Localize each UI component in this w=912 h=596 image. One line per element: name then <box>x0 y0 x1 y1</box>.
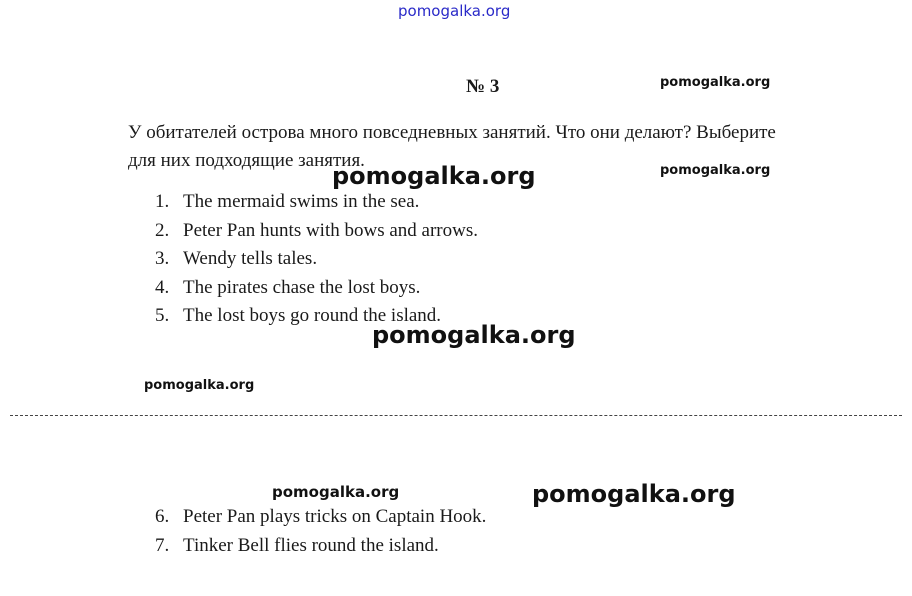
watermark-bottom-right: pomogalka.org <box>532 480 736 508</box>
activity-list-part1 <box>155 188 478 331</box>
list-item <box>155 188 478 217</box>
item-number: 5. <box>155 305 170 326</box>
activity-list-part2 <box>155 503 486 560</box>
item-text: Tinker Bell flies round the island. <box>183 534 439 556</box>
item-text: Wendy tells tales. <box>183 248 318 269</box>
exercise-number: № 3 <box>466 76 500 97</box>
item-number: 1. <box>155 191 170 212</box>
watermark-left: pomogalka.org <box>144 378 255 393</box>
item-number: 4. <box>155 276 170 298</box>
watermark-center-1: pomogalka.org <box>332 162 536 190</box>
item-number: 2. <box>155 219 170 241</box>
item-text: The pirates chase the lost boys. <box>183 276 421 298</box>
watermark-bottom-left: pomogalka.org <box>272 483 400 501</box>
item-text: Peter Pan plays tricks on Captain Hook. <box>183 506 487 527</box>
item-text: The lost boys go round the island. <box>183 305 442 326</box>
list-item <box>155 217 478 246</box>
watermark-right-2: pomogalka.org <box>660 163 771 178</box>
task-text: У обитателей острова много повседневных занятий. Что они делают? Выберите для них подходящие занятия. <box>128 122 776 171</box>
watermark-right-1: pomogalka.org <box>660 75 771 90</box>
item-text: Peter Pan hunts with bows and arrows. <box>183 219 478 241</box>
item-number: 6. <box>155 506 170 527</box>
watermark-top[interactable]: pomogalka.org <box>398 2 511 20</box>
cut-line-divider <box>10 415 902 416</box>
list-item <box>155 532 486 561</box>
list-item <box>155 503 486 532</box>
watermark-center-2: pomogalka.org <box>372 321 576 349</box>
list-item <box>155 274 478 303</box>
item-text: The mermaid swims in the sea. <box>183 191 420 212</box>
list-item <box>155 245 478 274</box>
item-number: 3. <box>155 248 170 269</box>
item-number: 7. <box>155 534 170 556</box>
